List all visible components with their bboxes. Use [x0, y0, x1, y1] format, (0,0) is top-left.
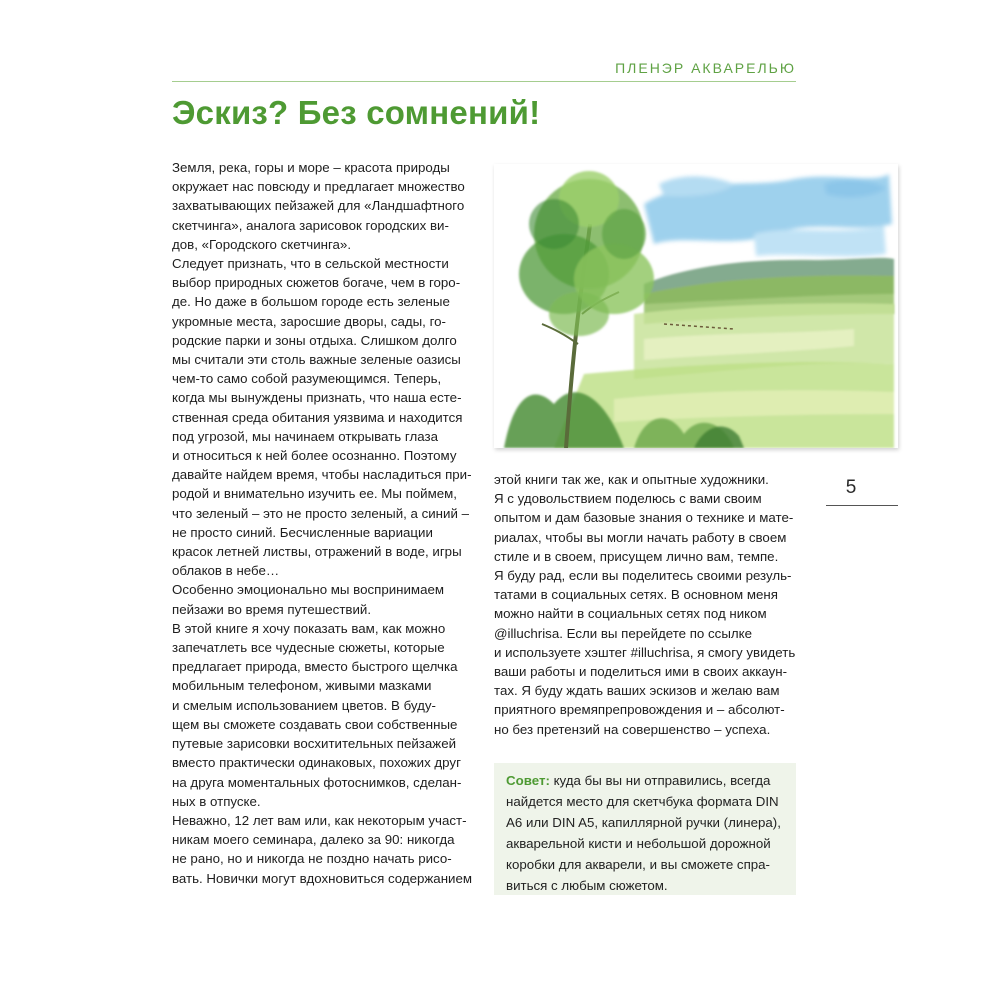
page-number: 5: [845, 477, 857, 498]
running-header: ПЛЕНЭР АКВАРЕЛЬЮ: [615, 60, 796, 76]
text-line: ственная среда обитания уязвима и находится: [172, 409, 463, 425]
text-line: и смелым использованием цветов. В буду-: [172, 697, 436, 713]
text-line: предлагает природа, вместо быстрого щелчка: [172, 659, 458, 675]
text-line: Я с удовольствием поделюсь с вами своим: [494, 491, 762, 507]
text-line: мы считали эти столь важные зеленые оазисы: [172, 352, 461, 368]
sky-wash: [644, 174, 892, 256]
text-line: родские парки и зоны отдыха. Слишком долго: [172, 332, 457, 348]
text-line: на друга моментальных фотоснимков, сделан-: [172, 774, 462, 790]
text-line: родой и внимательно изучить ее. Мы поймем,: [172, 486, 457, 502]
tip-line: акварельной кисти и небольшой дорожной: [506, 836, 771, 851]
text-line: стиле и в своем, присущем лично вам, темпе.: [494, 548, 779, 564]
watercolor-landscape-image: [494, 164, 898, 448]
text-line: опытом и дам базовые знания о технике и мате-: [494, 510, 794, 526]
text-line: щем вы сможете создавать свои собственные: [172, 716, 458, 732]
text-line: этой книги так же, как и опытные художники.: [494, 472, 769, 487]
tip-line: коробки для акварели, и вы сможете спра-: [506, 857, 770, 872]
text-line: никам моего семинара, далеко за 90: никогда: [172, 832, 455, 848]
text-line: Особенно эмоционально мы воспринимаем: [172, 582, 445, 598]
tip-text: куда бы вы ни отправились, всегда: [549, 773, 771, 788]
text-line: облаков в небе…: [172, 563, 280, 579]
text-line: пейзажи во время путешествий.: [172, 601, 372, 617]
text-line: риалах, чтобы вы могли начать работу в своем: [494, 529, 787, 545]
text-line: ваши работы и поделиться ими в своих аккаун-: [494, 664, 787, 680]
tip-line: виться с любым сюжетом.: [506, 878, 668, 893]
text-line: захватывающих пейзажей для «Ландшафтного: [172, 198, 465, 214]
text-line: татами в социальных сетях. В основном меня: [494, 587, 778, 603]
text-line: дов, «Городского скетчинга».: [172, 236, 352, 252]
text-line: Я буду рад, если вы поделитесь своими резуль-: [494, 568, 792, 584]
tip-line: [506, 770, 786, 791]
page-number-rule: [826, 505, 898, 506]
landscape-illustration: [494, 164, 898, 448]
text-line: де. Но даже в большом городе есть зеленые: [172, 294, 450, 310]
tip-label: Совет:: [506, 773, 550, 788]
text-line: запечатлеть все чудесные сюжеты, которые: [172, 640, 445, 656]
text-line: вместо практически одинаковых, похожих друг: [172, 755, 461, 771]
text-line: мобильным телефоном, живыми мазками: [172, 678, 432, 694]
text-line: тах. Я буду ждать ваших эскизов и желаю вам: [494, 683, 780, 699]
text-line: приятного времяпрепровождения и – абсолют-: [494, 702, 785, 718]
text-line: @illuchrisa. Если вы перейдете по ссылке: [494, 625, 752, 641]
text-line: чем-то само собой разумеющимся. Теперь,: [172, 371, 442, 387]
tip-line: A6 или DIN A5, капиллярной ручки (линера),: [506, 815, 781, 830]
text-line: Следует признать, что в сельской местности: [172, 256, 449, 272]
text-line: не просто синий. Бесчисленные вариации: [172, 524, 433, 540]
text-line: укромные места, заросшие дворы, сады, го-: [172, 313, 446, 329]
text-line: красок летней листвы, отражений в воде, игры: [172, 544, 462, 560]
text-line: но без претензий на совершенство – успеха.: [494, 721, 771, 737]
text-line: вать. Новички могут вдохновиться содержанием: [172, 870, 473, 886]
text-line: выбор природных сюжетов богаче, чем в горо-: [172, 275, 461, 291]
text-line: скетчинга», аналога зарисовок городских ви-: [172, 217, 449, 233]
text-line: когда мы вынуждены признать, что наша есте-: [172, 390, 462, 406]
left-text-column: [172, 158, 476, 888]
tip-line: найдется место для скетчбука формата DIN: [506, 794, 779, 809]
text-line: и используете хэштег #illuchrisa, я смогу увидеть: [494, 644, 796, 660]
page-title: Эскиз? Без сомнений!: [172, 94, 541, 131]
header-rule: [172, 81, 796, 82]
text-line: Неважно, 12 лет вам или, как некоторым участ-: [172, 812, 467, 828]
text-line: под угрозой, мы начинаем открывать глаза: [172, 428, 438, 444]
text-line: и относиться к ней более осознанно. Поэтому: [172, 448, 457, 464]
text-line: окружает нас повсюду и предлагает множество: [172, 179, 465, 195]
text-line: можно найти в социальных сетях под ником: [494, 606, 767, 622]
text-line: не рано, но и никогда не поздно начать рисо-: [172, 851, 452, 867]
text-line: что зеленый – это не просто зеленый, а синий –: [172, 505, 469, 521]
text-line: Земля, река, горы и море – красота природы: [172, 160, 450, 175]
text-line: давайте найдем время, чтобы насладиться при-: [172, 467, 472, 483]
tip-box: [494, 763, 796, 895]
text-line: путевые зарисовки восхитительных пейзажей: [172, 736, 457, 752]
text-line: В этой книге я хочу показать вам, как можно: [172, 620, 446, 636]
right-text-column: [494, 470, 798, 739]
text-line: ных в отпуске.: [172, 793, 261, 809]
